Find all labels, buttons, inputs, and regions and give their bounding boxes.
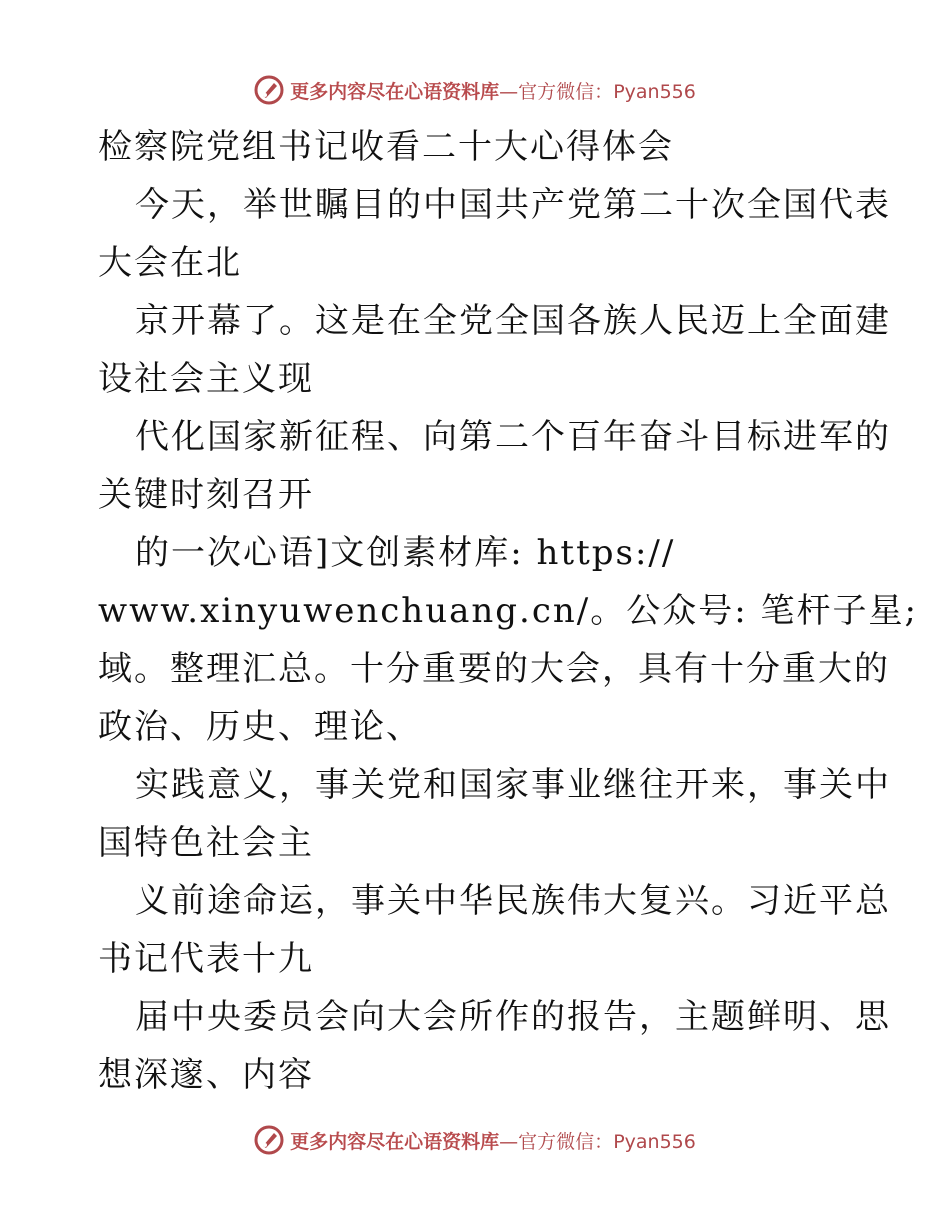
paragraph-line: 书记代表十九: [98, 939, 314, 979]
paragraph-line: 代化国家新征程、向第二个百年奋斗目标进军的: [135, 417, 891, 457]
header-banner-text: [290, 77, 696, 104]
footer-brand-text: 更多内容尽在心语资料库: [290, 1130, 500, 1153]
header-banner: [0, 70, 950, 110]
brand-logo-icon: [254, 1125, 284, 1155]
footer-wechat-label: 官方微信：: [518, 1130, 614, 1153]
paragraph-line: 实践意义，事关党和国家事业继往开来，事关中: [135, 765, 891, 805]
paragraph-line: 想深邃、内容: [98, 1055, 314, 1095]
footer-wechat-id: Pyan556: [613, 1130, 696, 1153]
paragraph-line: 国特色社会主: [98, 823, 314, 863]
footer-banner-text: [290, 1127, 696, 1154]
paragraph-line: 届中央委员会向大会所作的报告，主题鲜明、思: [135, 997, 891, 1037]
header-brand-text: 更多内容尽在心语资料库: [290, 80, 500, 103]
paragraph-line: 关键时刻召开: [98, 475, 314, 515]
footer-separator: —: [499, 1130, 519, 1153]
paragraph-line: 义前途命运，事关中华民族伟大复兴。习近平总: [135, 881, 891, 921]
paragraph-line: 的一次心语]文创素材库: https://: [135, 533, 676, 573]
paragraph-line: 政治、历史、理论、: [98, 707, 422, 747]
brand-logo-icon: [254, 75, 284, 105]
header-separator: —: [499, 80, 519, 103]
paragraph-line: 设社会主义现: [98, 359, 314, 399]
footer-banner: [0, 1120, 950, 1160]
document-body: [98, 118, 918, 1104]
paragraph-line: 大会在北: [98, 243, 242, 283]
paragraph-line: www.xinyuwenchuang.cn/。公众号: 笔杆子星;: [98, 591, 918, 631]
document-title: 检察院党组书记收看二十大心得体会: [98, 127, 674, 167]
paragraph-line: 域。整理汇总。十分重要的大会，具有十分重大的: [98, 649, 890, 689]
paragraph-line: 京开幕了。这是在全党全国各族人民迈上全面建: [135, 301, 891, 341]
header-wechat-id: Pyan556: [613, 80, 696, 103]
header-wechat-label: 官方微信：: [518, 80, 614, 103]
paragraph-line: 今天，举世瞩目的中国共产党第二十次全国代表: [135, 185, 891, 225]
